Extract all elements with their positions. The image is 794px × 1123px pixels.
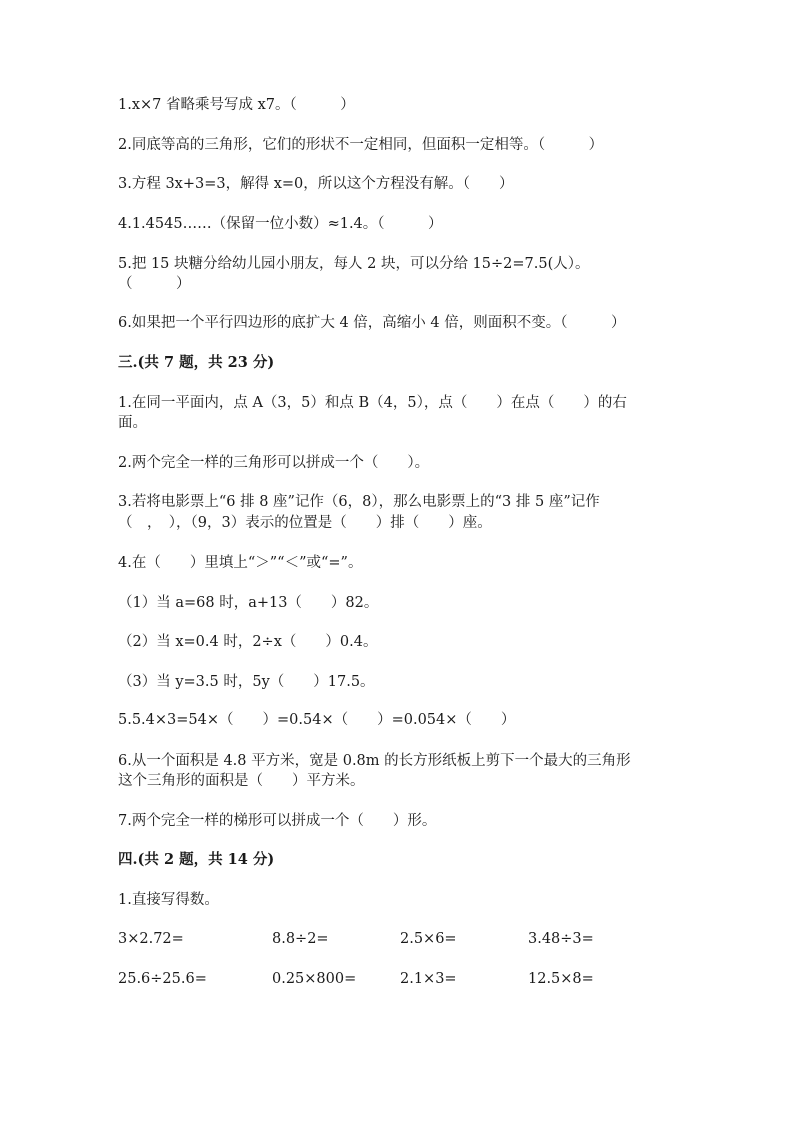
fill-question-1: 1.在同一平面内，点 A（3，5）和点 B（4，5），点（ ）在点（ ）的右 [118,395,627,411]
fill-question-4-part-1: （1）当 a=68 时，a+13（ ）82。 [118,595,379,611]
fill-question-4: 4.在（ ）里填上“＞”“＜”或“=”。 [118,555,363,571]
tf-question-3: 3.方程 3x+3=3，解得 x=0，所以这个方程没有解。（ ） [118,176,514,192]
tf-question-4: 4.1.4545……（保留一位小数）≈1.4。（ ） [118,216,443,232]
fill-question-6: 6.从一个面积是 4.8 平方米，宽是 0.8m 的长方形纸板上剪下一个最大的三角形 [118,753,631,769]
fill-question-2: 2.两个完全一样的三角形可以拼成一个（ ）。 [118,455,430,471]
fill-question-3-cont: （ ， ），（9，3）表示的位置是（ ）排（ ）座。 [118,515,492,531]
tf-question-6: 6.如果把一个平行四边形的底扩大 4 倍，高缩小 4 倍，则面积不变。（ ） [118,315,626,331]
fill-question-3: 3.若将电影票上“6 排 8 座”记作（6，8），那么电影票上的“3 排 5 座”记作 [118,494,600,510]
tf-question-1: 1.x×7 省略乘号写成 x7。（ ） [118,97,355,113]
calc-item: 2.1×3= [400,971,457,987]
fill-question-4-part-2: （2）当 x=0.4 时，2÷x（ ）0.4。 [118,634,378,650]
fill-question-5: 5.5.4×3=54×（ ）=0.54×（ ）=0.054×（ ） [118,712,516,728]
section-3-heading: 三.(共 7 题，共 23 分) [118,354,275,371]
tf-question-5-answer: （ ） [118,276,191,292]
fill-question-7: 7.两个完全一样的梯形可以拼成一个（ ）形。 [118,813,437,829]
calc-item: 25.6÷25.6= [118,971,207,987]
calc-item: 3×2.72= [118,931,184,947]
fill-question-6-cont: 这个三角形的面积是（ ）平方米。 [118,773,365,789]
calc-item: 12.5×8= [528,971,594,987]
fill-question-1-cont: 面。 [118,415,147,431]
calc-question-1-title: 1.直接写得数。 [118,892,219,908]
section-4-heading: 四.(共 2 题，共 14 分) [118,851,275,868]
tf-question-5: 5.把 15 块糖分给幼儿园小朋友，每人 2 块，可以分给 15÷2=7.5(人）。 [118,256,590,272]
calc-item: 8.8÷2= [272,931,329,947]
calc-item: 3.48÷3= [528,931,594,947]
fill-question-4-part-3: （3）当 y=3.5 时，5y（ ）17.5。 [118,674,375,690]
calc-item: 0.25×800= [272,971,357,987]
tf-question-2: 2.同底等高的三角形，它们的形状不一定相同，但面积一定相等。（ ） [118,137,604,153]
calc-item: 2.5×6= [400,931,457,947]
